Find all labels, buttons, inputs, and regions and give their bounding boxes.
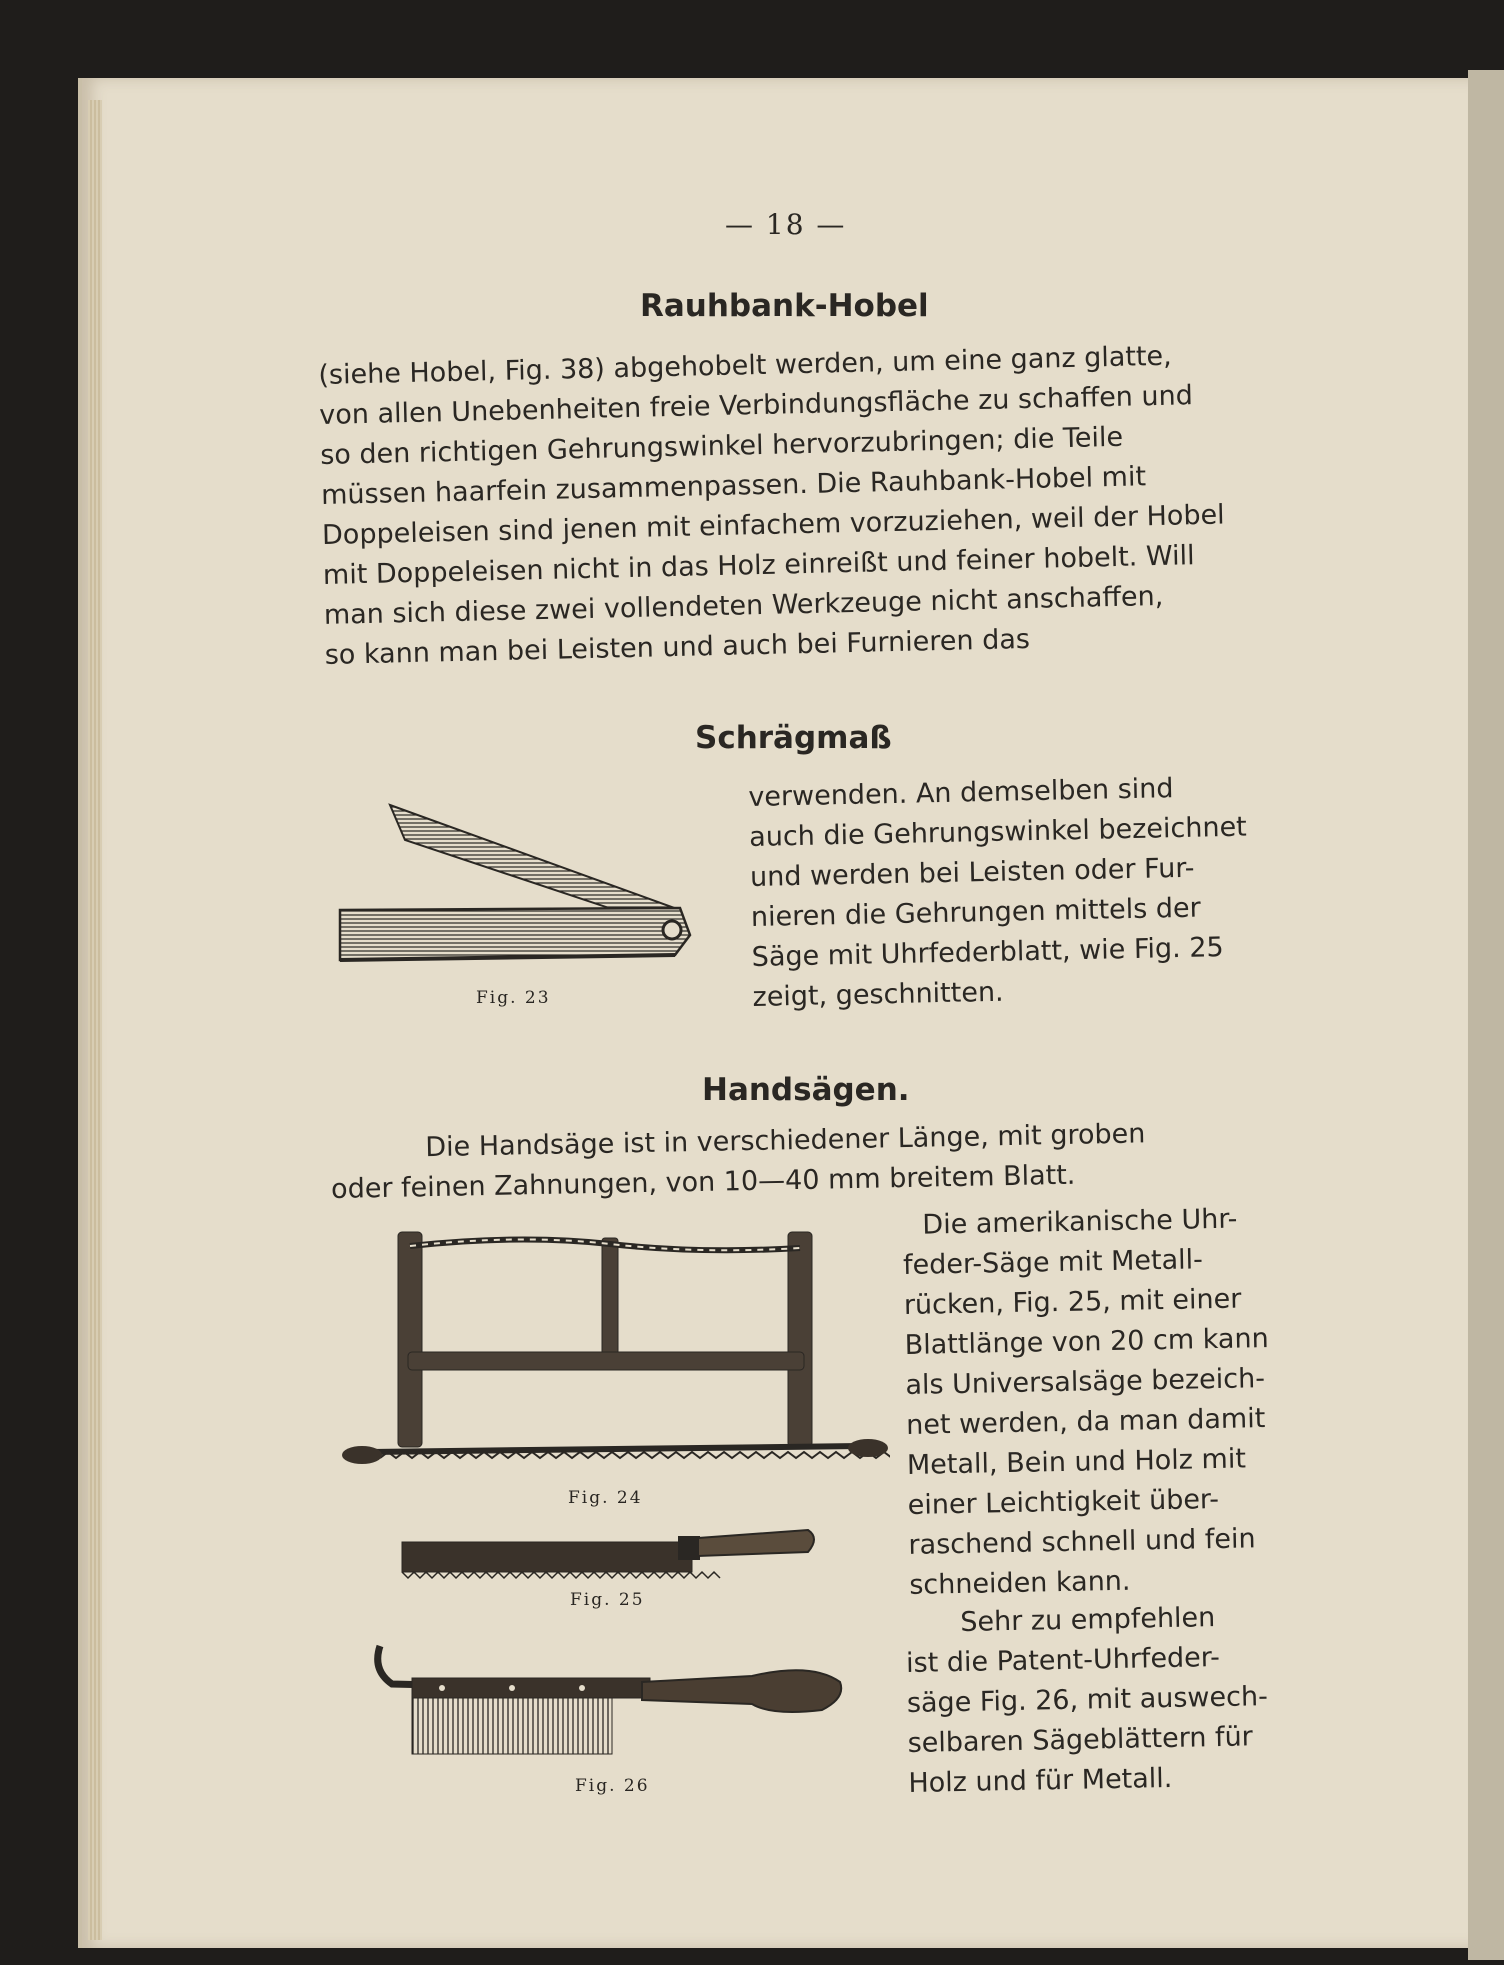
text-line: so den richtigen Gehrungswinkel hervorzubringen; die Teile [319,421,1124,471]
metal-back-saw-illustration [398,1512,822,1582]
text-line: (siehe Hobel, Fig. 38) abgehobelt werden, um eine ganz glatte, [318,340,1173,391]
text-line: mit Doppeleisen nicht in das Holz einreißt und feiner hobelt. Will [322,540,1195,591]
heading-rauhbank-hobel: Rauhbank-Hobel [640,288,929,324]
frame-saw-illustration [340,1220,890,1490]
text-line: Holz und für Metall. [908,1762,1173,1799]
text-line: Blattlänge von 20 cm kann [904,1322,1269,1361]
paragraph-schraegmass [748,768,1250,1018]
text-line: man sich diese zwei vollendeten Werkzeuge nicht anschaffen, [323,580,1164,631]
caption-fig-23: Fig. 23 [476,988,551,1008]
caption-fig-24: Fig. 24 [568,1488,643,1508]
text-line: säge Fig. 26, mit auswech- [906,1681,1269,1719]
text-line: raschend schnell und fein [908,1523,1256,1561]
text-line: Metall, Bein und Holz mit [906,1443,1247,1481]
text-line: rücken, Fig. 25, mit einer [903,1283,1242,1321]
text-line: nieren die Gehrungen mittels der [750,892,1202,933]
text-line: oder feinen Zahnungen, von 10—40 mm breitem Blatt. [330,1159,1076,1205]
text-line: von allen Unebenheiten freie Verbindungsfläche zu schaffen und [318,380,1194,431]
caption-fig-26: Fig. 26 [575,1776,650,1796]
text-line: Sehr zu empfehlen [960,1602,1216,1638]
patent-saw-illustration [372,1642,852,1772]
text-line: Die Handsäge ist in verschiedener Länge, mit groben [425,1118,1146,1164]
text-line: Die amerikanische Uhr- [922,1203,1238,1241]
text-line: Säge mit Uhrfederblatt, wie Fig. 25 [751,932,1224,973]
text-line: schneiden kann. [908,1565,1131,1601]
page-number: — 18 — [725,208,847,241]
text-line: feder-Säge mit Metall- [902,1244,1204,1281]
heading-schraegmass: Schrägmaß [695,720,892,756]
caption-fig-25: Fig. 25 [570,1590,645,1610]
text-line: net werden, da man damit [905,1403,1266,1441]
text-line: so kann man bei Leisten und auch bei Furnieren das [324,623,1031,671]
text-line: Doppeleisen sind jenen mit einfachem vorzuziehen, weil der Hobel [321,499,1225,551]
bevel-gauge-illustration [330,790,700,980]
text-line: auch die Gehrungswinkel bezeichnet [748,811,1248,853]
paragraph-uhrfeder-saege [902,1199,1274,1606]
heading-handsaegen: Handsägen. [702,1072,910,1108]
text-line: ist die Patent-Uhrfeder- [905,1641,1221,1679]
text-line: und werden bei Leisten oder Fur- [749,852,1195,893]
text-line: als Universalsäge bezeich- [905,1363,1266,1401]
paragraph-handsaegen-intro [330,1114,1146,1210]
page-stack-edge [88,100,102,1940]
facing-page-edge [1468,70,1504,1960]
text-line: müssen haarfein zusammenpassen. Die Rauhbank-Hobel mit [320,461,1147,511]
text-line: selbaren Sägeblättern für [907,1721,1254,1759]
text-line: zeigt, geschnitten. [752,976,1004,1013]
paragraph-patent-saege [905,1597,1270,1804]
text-line: verwenden. An demselben sind [748,773,1174,813]
paragraph-rauhbank [318,336,1228,676]
text-line: einer Leichtigkeit über- [907,1483,1220,1521]
